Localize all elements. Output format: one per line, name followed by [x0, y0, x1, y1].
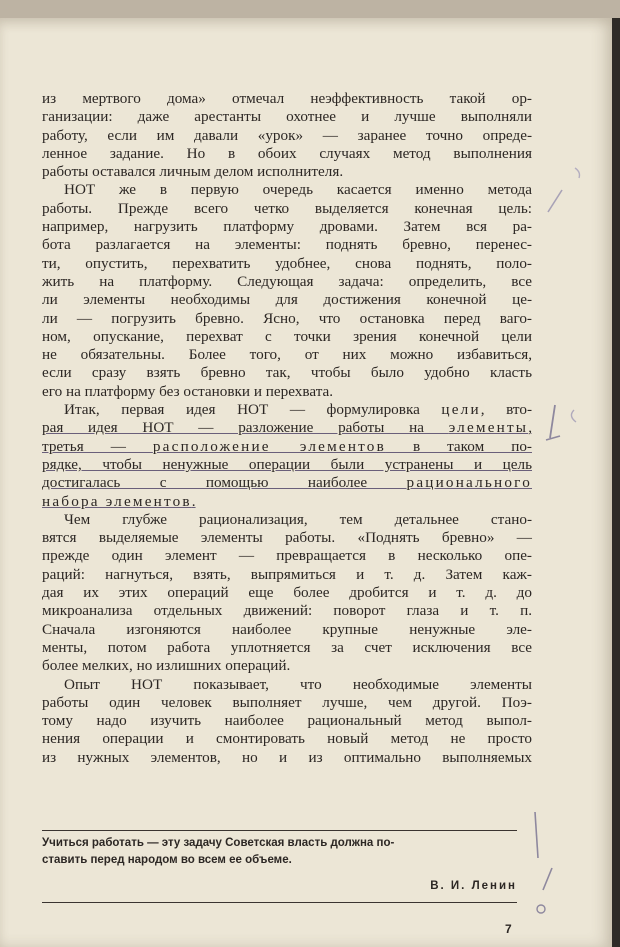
text-run: третья — — [42, 437, 153, 455]
text-line: ли — погрузить бревно. Ясно, что остановка перед ваго- — [42, 309, 532, 327]
text-line: работу, если им давали «урок» — заранее точно опреде- — [42, 126, 532, 144]
text-line: вятся выделяемые элементы работы. «Поднять бревно» — — [42, 529, 532, 547]
text-line — [42, 438, 532, 456]
text-run: . — [191, 492, 196, 510]
text-line: ленное задание. Но в обоих случаях метод выполнения — [42, 144, 532, 162]
paragraph-2 — [42, 181, 532, 401]
quote-line: ставить перед народом во всем ее объеме. — [42, 854, 292, 866]
text-line: Сначала изгоняются наиболее крупные ненужные эле- — [42, 620, 532, 638]
text-line: нения операции и смонтировать новый метод не просто — [42, 730, 532, 748]
text-line: например, нагрузить платформу дровами. Затем вся ра- — [42, 218, 532, 236]
text-line: работы оставался личным делом исполнителя. — [42, 163, 344, 181]
text-line: ли элементы необходимы для достижения конечной це- — [42, 291, 532, 309]
body-text — [42, 90, 532, 767]
text-line — [42, 401, 532, 419]
text-run: , вто- — [480, 401, 532, 419]
text-line: тому надо изучить наиболее рациональный метод выпол- — [42, 712, 532, 730]
text-line: из мертвого дома» отмечал неэффективность такой ор- — [42, 90, 532, 107]
quote-author: В. И. Ленин — [430, 880, 517, 892]
text-line: бота разлагается на элементы: поднять бревно, перенес- — [42, 236, 532, 254]
paragraph-5 — [42, 676, 532, 767]
text-run: Итак, первая идея НОТ — формулировка — [64, 401, 442, 419]
quote-top-rule — [42, 830, 517, 831]
quote-bottom-rule — [42, 902, 517, 903]
text-line: раций: нагнуться, взять, выпрямиться и т. д. Затем каж- — [42, 565, 532, 583]
text-line: более мелких, но излишних операций. — [42, 657, 291, 675]
spaced-emphasis: рационального — [406, 474, 532, 492]
text-line: прежде один элемент — превращается в несколько опе- — [42, 547, 532, 565]
text-line: жить на платформу. Следующая задача: определить, все — [42, 272, 532, 290]
text-run: рая идея НОТ — разложение работы на — [42, 419, 449, 437]
text-run: достигалась с помощью наиболее — [42, 474, 407, 492]
text-line: не обязательны. Более того, от них можно избавиться, — [42, 346, 532, 364]
text-line: его на платформу без остановки и перехвата. — [42, 382, 334, 400]
text-line: Опыт НОТ показывает, что необходимые элементы — [64, 675, 532, 693]
spaced-emphasis: цели — [441, 401, 481, 419]
epigraph-quote — [42, 835, 517, 869]
text-line: ганизации: даже арестанты охотнее и лучше выполняли — [42, 108, 532, 126]
paragraph-1 — [42, 90, 532, 181]
paragraph-4 — [42, 511, 532, 676]
spaced-emphasis: расположение элементов — [152, 437, 386, 455]
spaced-emphasis: набора элементов — [42, 492, 192, 510]
text-line: рядке, чтобы ненужные операции были устранены и цель — [42, 455, 532, 473]
text-line: ном, опускание, перехват с точки зрения конечной цели — [42, 327, 532, 345]
text-line — [42, 419, 532, 437]
text-line: Чем глубже рационализация, тем детальнее стано- — [64, 510, 532, 528]
text-line: дая их этих операций еще более дробится и т. д. до — [42, 584, 532, 602]
paragraph-3 — [42, 401, 532, 511]
text-run: в таком по- — [385, 437, 532, 455]
text-line: менты, потом работа уплотняется за счет исключения все — [42, 638, 532, 656]
page-number: 7 — [505, 922, 512, 936]
text-run: , — [528, 419, 532, 437]
text-line: работы. Прежде всего четко выделяется конечная цель: — [42, 199, 532, 217]
text-line: ти, опустить, перехватить удобнее, снова поднять, поло- — [42, 254, 532, 272]
text-line: микроанализа отдельных движений: поворот глаза и т. п. — [42, 602, 532, 620]
text-line: из нужных элементов, но и из оптимально выполняемых — [42, 748, 532, 766]
quote-line: Учиться работать — эту задачу Советская власть должна по- — [42, 837, 395, 849]
text-line — [42, 474, 532, 492]
text-line: работы один человек выполняет лучше, чем другой. Поэ- — [42, 693, 532, 711]
text-line — [42, 493, 532, 511]
spaced-emphasis: элементы — [448, 419, 529, 437]
text-line: НОТ же в первую очередь касается именно метода — [64, 181, 532, 199]
page-top-fold — [0, 0, 620, 18]
text-line: если сразу взять бревно так, чтобы было удобно класть — [42, 364, 532, 382]
